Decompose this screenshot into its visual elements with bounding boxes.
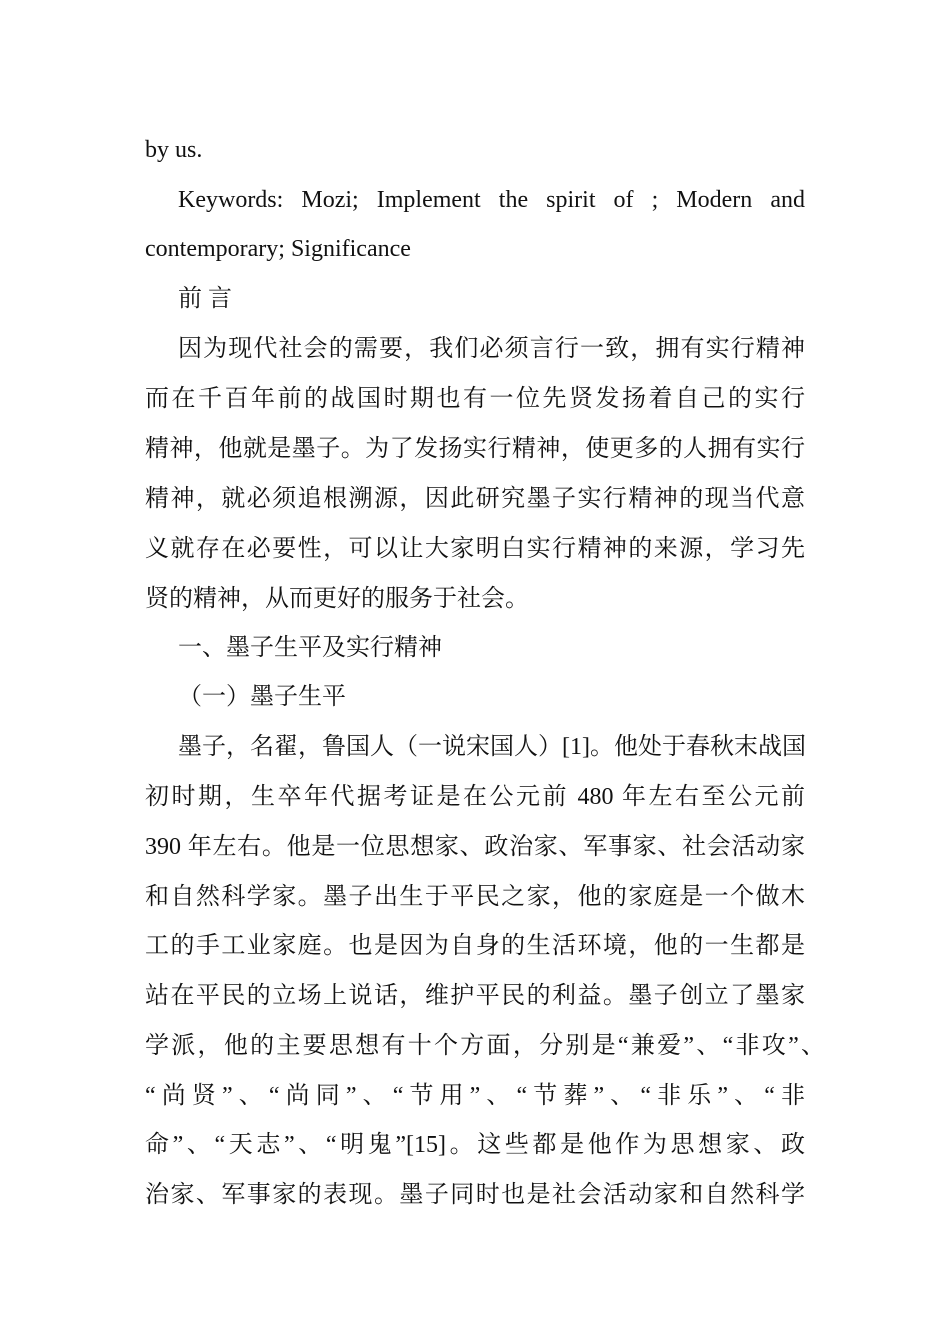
keywords-line: Keywords: Mozi; Implement the spirit of ; Modern and [178,187,805,213]
text-line: 命”、“天志”、“明鬼”[15]。这些都是他作为思想家、政 [145,1132,805,1158]
keywords-line-continued: contemporary; Significance [145,236,411,262]
text-line: 初时期，生卒年代据考证是在公元前 480 年左右至公元前 [145,784,805,810]
text-line: 和自然科学家。墨子出生于平民之家，他的家庭是一个做木 [145,884,805,910]
text-line: 治家、军事家的表现。墨子同时也是社会活动家和自然科学 [145,1182,805,1208]
text-line: 精神，他就是墨子。为了发扬实行精神，使更多的人拥有实行 [145,436,805,462]
text-line: 工的手工业家庭。也是因为自身的生活环境，他的一生都是 [145,933,805,959]
text-line: 因为现代社会的需要，我们必须言行一致，拥有实行精神 [178,336,805,362]
subsection-heading-1: （一）墨子生平 [178,684,346,710]
text-line: 墨子，名翟，鲁国人（一说宋国人）[1]。他处于春秋末战国 [178,734,806,760]
text-line: by us. [145,137,203,163]
text-line: 390 年左右。他是一位思想家、政治家、军事家、社会活动家 [145,834,805,860]
text-line: 精神，就必须追根溯源，因此研究墨子实行精神的现当代意 [145,486,805,512]
text-line: “尚贤”、“尚同”、“节用”、“节葬”、“非乐”、“非 [145,1083,805,1109]
text-line: 而在千百年前的战国时期也有一位先贤发扬着自己的实行 [145,386,805,412]
text-line: 学派，他的主要思想有十个方面，分别是“兼爱”、“非攻”、 [145,1033,825,1059]
section-heading-1: 一、墨子生平及实行精神 [178,635,442,661]
text-line: 义就存在必要性，可以让大家明白实行精神的来源，学习先 [145,536,805,562]
text-line: 贤的精神，从而更好的服务于社会。 [145,586,529,612]
section-heading-preface: 前 言 [178,286,232,312]
text-line: 站在平民的立场上说话，维护平民的利益。墨子创立了墨家 [145,983,805,1009]
